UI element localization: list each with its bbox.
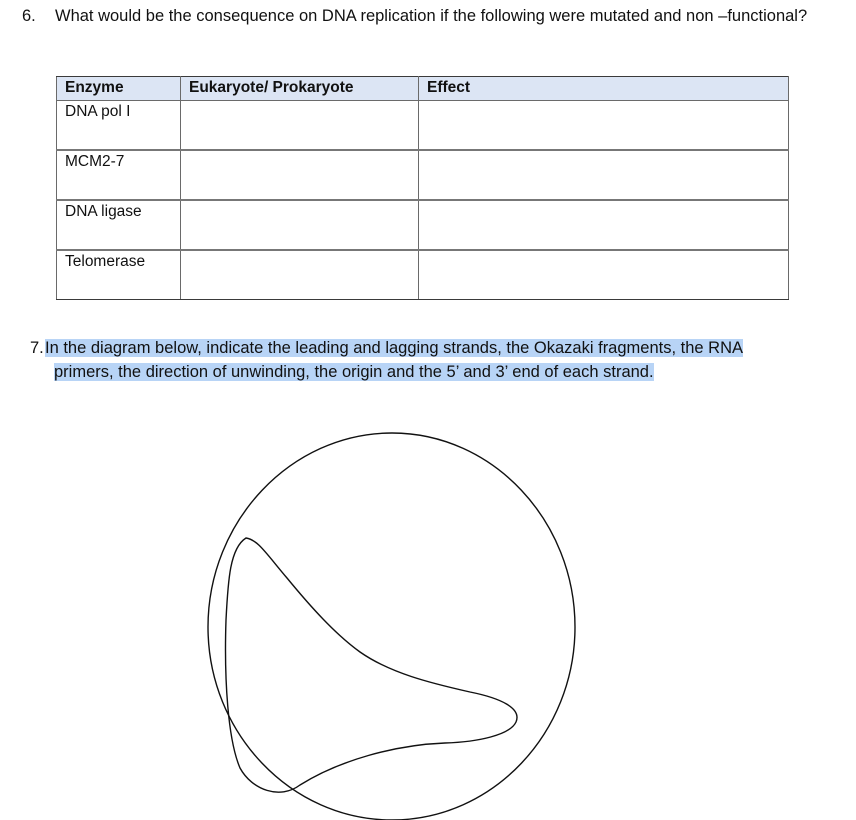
- question-7-text-line-2[interactable]: primers, the direction of unwinding, the origin and the 5’ and 3’ end of each strand.: [54, 363, 654, 381]
- question-7-text-line-1[interactable]: In the diagram below, indicate the leading and lagging strands, the Okazaki fragments, the RNA: [45, 339, 743, 357]
- question-7-number: 7.: [30, 339, 44, 357]
- enzyme-cell: DNA ligase: [57, 200, 181, 250]
- question-6-number: 6.: [22, 7, 36, 25]
- plasmid-outer-circle: [208, 433, 575, 820]
- enzyme-cell: DNA pol I: [57, 101, 181, 151]
- header-enzyme: Enzyme: [57, 77, 181, 101]
- plasmid-inner-crescent: [226, 538, 517, 792]
- header-organism-type: Eukaryote/ Prokaryote: [181, 77, 419, 101]
- enzyme-cell: MCM2-7: [57, 150, 181, 200]
- question-6-text: What would be the consequence on DNA replication if the following were mutated and non –functional?: [55, 7, 808, 25]
- enzyme-cell: Telomerase: [57, 250, 181, 300]
- header-effect: Effect: [419, 77, 789, 101]
